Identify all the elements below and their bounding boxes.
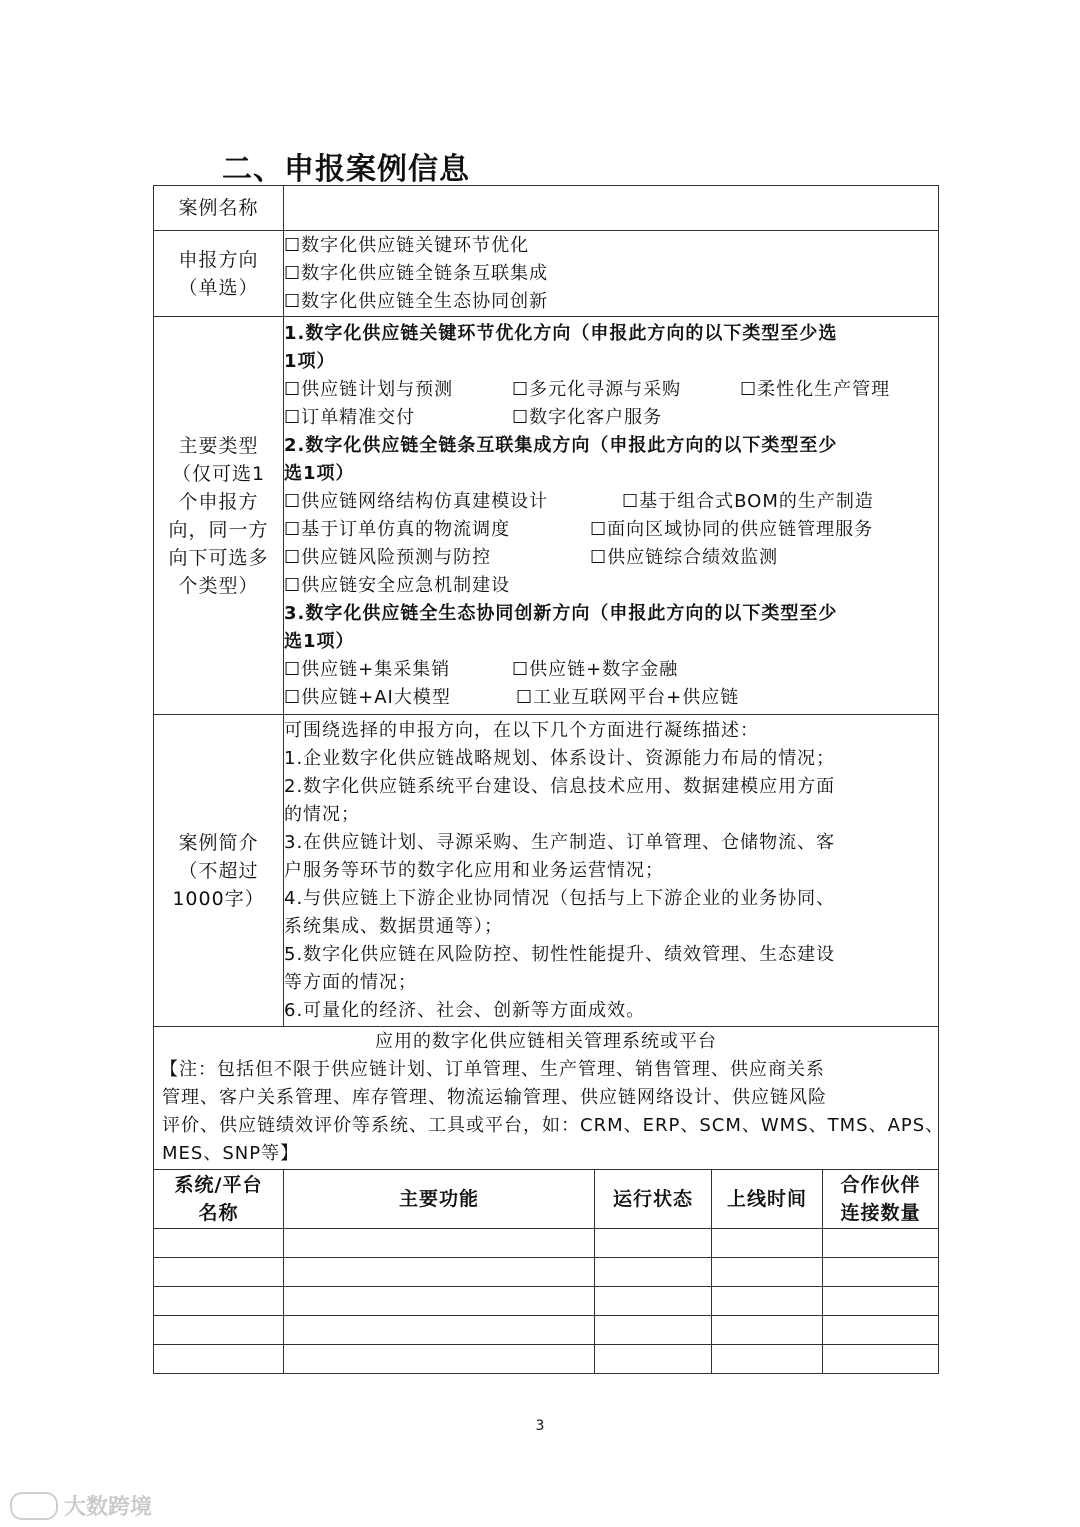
- main-type-label-line: 向下可选多: [168, 546, 269, 569]
- intro-line: 4.与供应链上下游企业协同情况（包括与上下游企业的业务协同、: [284, 887, 836, 909]
- intro-line: 1.企业数字化供应链战略规划、体系设计、资源能力布局的情况；: [284, 747, 836, 769]
- table-cell[interactable]: [595, 1229, 712, 1258]
- type-option[interactable]: ☐供应链综合绩效监测: [590, 546, 779, 568]
- table-cell[interactable]: [154, 1229, 284, 1258]
- table-cell[interactable]: [823, 1287, 939, 1316]
- direction-options: [284, 231, 939, 317]
- table-cell[interactable]: [154, 1345, 284, 1374]
- table-cell[interactable]: [712, 1345, 823, 1374]
- application-form-table: [153, 185, 945, 1374]
- direction-label-line: 申报方向: [178, 248, 259, 271]
- main-type-label-line: 个申报方: [178, 490, 259, 513]
- sec2-title: 选1项）: [284, 462, 355, 484]
- table-row: [154, 1229, 939, 1258]
- type-option[interactable]: ☐基于订单仿真的物流调度: [284, 518, 511, 540]
- page-number: 3: [535, 1418, 545, 1434]
- sec2-row: [284, 488, 938, 516]
- type-option[interactable]: ☐基于组合式BOM的生产制造: [622, 490, 874, 512]
- intro-line: 5.数字化供应链在风险防控、韧性性能提升、绩效管理、生态建设: [284, 943, 836, 965]
- sec2-row: [284, 544, 938, 572]
- type-option[interactable]: ☐供应链+集采集销: [284, 658, 451, 680]
- table-cell[interactable]: [595, 1345, 712, 1374]
- row-case-name: [154, 186, 939, 231]
- col-header-status: 运行状态: [595, 1170, 712, 1229]
- main-type-label-line: 个类型）: [178, 574, 259, 597]
- systems-header-row: [154, 1170, 939, 1229]
- table-cell[interactable]: [154, 1258, 284, 1287]
- sec1-title: 1.数字化供应链关键环节优化方向（申报此方向的以下类型至少选: [284, 322, 838, 344]
- direction-label-line: （单选）: [178, 276, 259, 299]
- intro-line: 2.数字化供应链系统平台建设、信息技术应用、数据建模应用方面: [284, 775, 836, 797]
- col-header-system-name: [154, 1170, 284, 1229]
- sec1-title: 1项）: [284, 350, 336, 372]
- intro-label-line: 案例简介: [178, 831, 259, 854]
- table-row: [154, 1287, 939, 1316]
- type-option[interactable]: ☐工业互联网平台+供应链: [516, 686, 740, 708]
- type-option[interactable]: ☐供应链风险预测与防控: [284, 546, 492, 568]
- sec3-title: 3.数字化供应链全生态协同创新方向（申报此方向的以下类型至少: [284, 602, 838, 624]
- watermark-logo-icon: [10, 1492, 58, 1520]
- table-cell[interactable]: [595, 1258, 712, 1287]
- main-type-label-line: 向，同一方: [168, 518, 269, 541]
- sec2-title: 2.数字化供应链全链条互联集成方向（申报此方向的以下类型至少: [284, 434, 838, 456]
- col-header-line: 合作伙伴: [840, 1174, 921, 1196]
- type-option[interactable]: ☐供应链计划与预测: [284, 378, 454, 400]
- table-cell[interactable]: [712, 1229, 823, 1258]
- watermark: [10, 1490, 152, 1521]
- col-header-launch-time: 上线时间: [712, 1170, 823, 1229]
- table-cell[interactable]: [595, 1287, 712, 1316]
- watermark-text: 大数跨境: [64, 1495, 153, 1520]
- intro-content[interactable]: [284, 715, 939, 1027]
- table-cell[interactable]: [284, 1316, 595, 1345]
- main-type-label: [154, 317, 284, 715]
- intro-label-line: 1000字）: [172, 887, 265, 910]
- sec1-row: [284, 376, 938, 404]
- main-type-label-line: 主要类型: [178, 434, 259, 457]
- col-header-line: 系统/平台: [174, 1174, 263, 1196]
- intro-line: 户服务等环节的数字化应用和业务运营情况；: [284, 859, 664, 881]
- sec1-row: [284, 404, 938, 432]
- table-cell[interactable]: [823, 1316, 939, 1345]
- type-option[interactable]: ☐供应链+AI大模型: [284, 686, 451, 708]
- intro-line: 的情况；: [284, 803, 360, 825]
- type-option[interactable]: ☐供应链安全应急机制建设: [284, 574, 511, 596]
- table-cell[interactable]: [712, 1258, 823, 1287]
- case-name-value[interactable]: [284, 186, 939, 231]
- type-option[interactable]: ☐供应链+数字金融: [512, 658, 679, 680]
- main-type-label-line: （仅可选1: [171, 462, 266, 485]
- intro-line: 系统集成、数据贯通等）；: [284, 915, 503, 937]
- table-cell[interactable]: [712, 1287, 823, 1316]
- sec3-row: [284, 656, 938, 684]
- intro-line: 可围绕选择的申报方向，在以下几个方面进行凝练描述：: [284, 719, 759, 741]
- type-option[interactable]: ☐多元化寻源与采购: [512, 378, 682, 400]
- case-name-label: 案例名称: [154, 186, 284, 231]
- type-option[interactable]: ☐订单精准交付: [284, 406, 416, 428]
- table-cell[interactable]: [595, 1316, 712, 1345]
- systems-note-line: 【注：包括但不限于供应链计划、订单管理、生产管理、销售管理、供应商关系: [160, 1059, 825, 1080]
- systems-note-line: 管理、客户关系管理、库存管理、物流运输管理、供应链网络设计、供应链风险: [162, 1087, 827, 1108]
- intro-label-line: （不超过: [178, 859, 259, 882]
- intro-label: [154, 715, 284, 1027]
- col-header-main-function: 主要功能: [284, 1170, 595, 1229]
- direction-option[interactable]: ☐数字化供应链全生态协同创新: [284, 290, 549, 312]
- type-option[interactable]: ☐柔性化生产管理: [740, 378, 891, 400]
- row-systems-note: [154, 1027, 939, 1170]
- table-cell[interactable]: [823, 1345, 939, 1374]
- table-cell[interactable]: [823, 1229, 939, 1258]
- col-header-line: 名称: [198, 1202, 239, 1224]
- systems-note-cell: [154, 1027, 945, 1170]
- type-option[interactable]: ☐数字化客户服务: [512, 406, 663, 428]
- table-cell[interactable]: [284, 1258, 595, 1287]
- sec3-row: [284, 684, 938, 712]
- section-heading: 二、申报案例信息: [222, 152, 470, 187]
- systems-note-line: 评价、供应链绩效评价等系统、工具或平台，如：CRM、ERP、SCM、WMS、TMS、APS、: [162, 1115, 945, 1136]
- type-option[interactable]: ☐供应链网络结构仿真建模设计: [284, 490, 549, 512]
- intro-line: 6.可量化的经济、社会、创新等方面成效。: [284, 999, 646, 1021]
- row-main-type: [154, 317, 939, 715]
- table-row: [154, 1345, 939, 1374]
- row-direction: [154, 231, 939, 317]
- sec3-title: 选1项）: [284, 630, 355, 652]
- table-cell[interactable]: [284, 1229, 595, 1258]
- type-option[interactable]: ☐面向区域协同的供应链管理服务: [590, 518, 874, 540]
- main-type-options: [284, 317, 939, 715]
- col-header-partner-count: [823, 1170, 939, 1229]
- table-cell[interactable]: [823, 1258, 939, 1287]
- col-header-line: 连接数量: [840, 1202, 921, 1224]
- systems-title: 应用的数字化供应链相关管理系统或平台: [375, 1031, 717, 1052]
- sec2-row: [284, 572, 938, 600]
- table-row: [154, 1316, 939, 1345]
- table-cell[interactable]: [712, 1316, 823, 1345]
- direction-option[interactable]: ☐数字化供应链全链条互联集成: [284, 262, 549, 284]
- table-cell[interactable]: [284, 1287, 595, 1316]
- table-row: [154, 1258, 939, 1287]
- direction-option[interactable]: ☐数字化供应链关键环节优化: [284, 234, 530, 256]
- table-cell[interactable]: [154, 1287, 284, 1316]
- row-intro: [154, 715, 939, 1027]
- intro-line: 3.在供应链计划、寻源采购、生产制造、订单管理、仓储物流、客: [284, 831, 836, 853]
- sec2-row: [284, 516, 938, 544]
- intro-line: 等方面的情况；: [284, 971, 417, 993]
- systems-note-line: MES、SNP等】: [162, 1143, 300, 1164]
- table-cell[interactable]: [284, 1345, 595, 1374]
- table-cell[interactable]: [154, 1316, 284, 1345]
- direction-label: [154, 231, 284, 317]
